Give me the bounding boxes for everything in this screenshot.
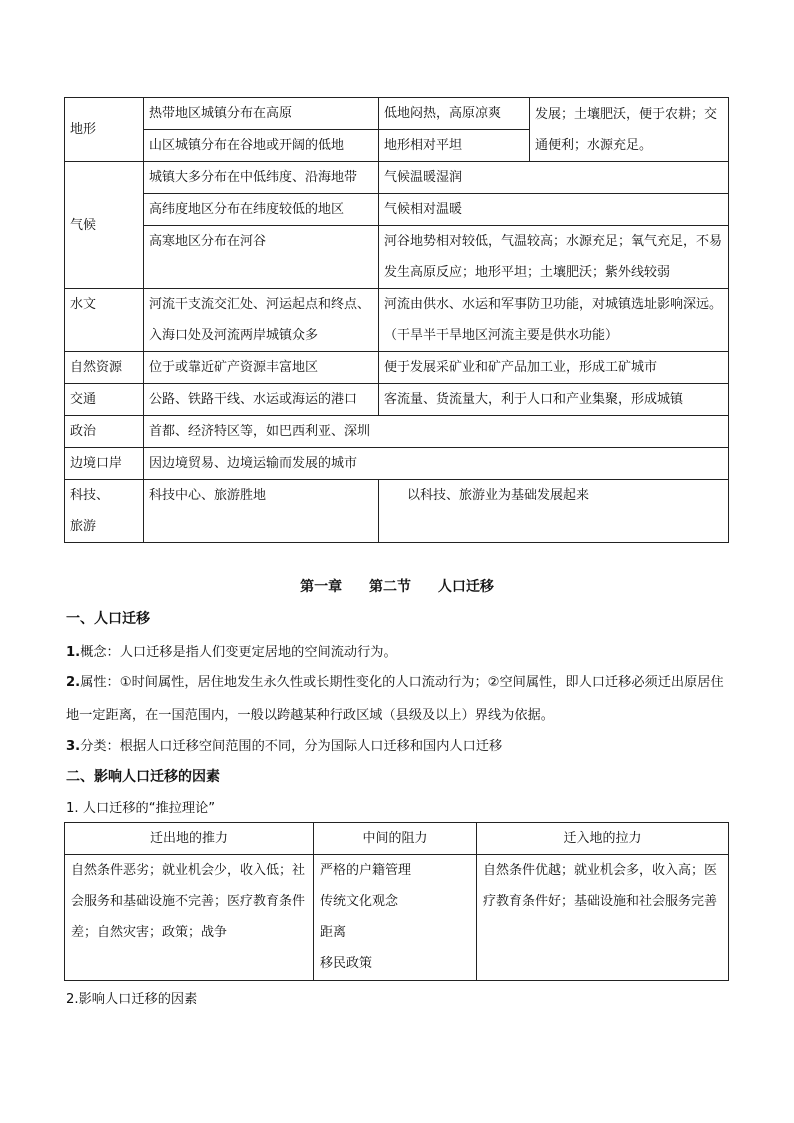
table-row	[65, 448, 729, 480]
table-cell: 河流干支流交汇处、河运起点和终点、入海口处及河流两岸城镇众多	[144, 289, 379, 352]
table-row	[65, 480, 729, 543]
city-location-factors-table	[64, 97, 729, 543]
table-cell: 以科技、旅游业为基础发展起来	[379, 480, 729, 543]
factor-label-transport: 交通	[65, 384, 144, 416]
column-header: 迁入地的拉力	[477, 823, 729, 855]
table-cell: 山区城镇分布在谷地或开阔的低地	[144, 130, 379, 162]
item-number: 1.	[66, 645, 81, 660]
item-number: 3.	[66, 739, 81, 754]
column-header: 迁出地的推力	[65, 823, 314, 855]
factor-label-line: 科技、	[70, 488, 110, 503]
table-cell-pull: 自然条件优越；就业机会多，收入高；医疗教育条件好；基础设施和社会服务完善	[477, 855, 729, 981]
factor-label-terrain: 地形	[65, 98, 144, 162]
factor-label-border: 边境口岸	[65, 448, 144, 480]
list-item: 移民政策	[320, 956, 373, 971]
table-cell-push: 自然条件恶劣；就业机会少，收入低；社会服务和基础设施不完善；医疗教育条件差；自然灾害；政策；战争	[65, 855, 314, 981]
item-number: 2.	[66, 675, 81, 690]
paragraph-classification	[66, 735, 502, 754]
table-cell: 低地闷热，高原凉爽	[379, 98, 530, 130]
table-cell: 高纬度地区分布在纬度较低的地区	[144, 194, 379, 226]
table-row	[65, 289, 729, 352]
factor-label-line: 旅游	[70, 519, 97, 534]
factor-label-resource: 自然资源	[65, 352, 144, 384]
table-row	[65, 855, 729, 981]
table-row	[65, 416, 729, 448]
table-row	[65, 98, 729, 130]
table-cell: 气候温暖湿润	[379, 162, 729, 194]
factor-label-climate: 气候	[65, 162, 144, 289]
table-row	[65, 384, 729, 416]
list-item: 严格的户籍管理	[320, 863, 412, 878]
list-item: 传统文化观念	[320, 894, 399, 909]
paragraph-concept	[66, 641, 397, 660]
subheading-factors: 2.影响人口迁移的因素	[66, 992, 198, 1007]
table-cell: 热带地区城镇分布在高原	[144, 98, 379, 130]
table-cell: 首都、经济特区等，如巴西利亚、深圳	[144, 416, 729, 448]
table-cell: 位于或靠近矿产资源丰富地区	[144, 352, 379, 384]
factor-label-politics: 政治	[65, 416, 144, 448]
paragraph-text: 分类：根据人口迁移空间范围的不同，分为国际人口迁移和国内人口迁移	[80, 739, 503, 754]
table-cell: 城镇大多分布在中低纬度、沿海地带	[144, 162, 379, 194]
table-row	[65, 194, 729, 226]
table-row	[65, 162, 729, 194]
table-cell: 河谷地势相对较低，气温较高；水源充足；氧气充足，不易发生高原反应；地形平坦；土壤肥沃；紫外线较弱	[379, 226, 729, 289]
section-heading: 二、影响人口迁移的因素	[66, 769, 220, 785]
table-row	[65, 352, 729, 384]
table-cell: 客流量、货流量大，利于人口和产业集聚，形成城镇	[379, 384, 729, 416]
table-cell-resistance	[314, 855, 477, 981]
list-item: 距离	[320, 925, 347, 940]
paragraph-text: 属性：①时间属性，居住地发生永久性或长期性变化的人口流动行为；②空间属性，即人口迁移必须迁出原居住地一定距离，在一国范围内，一般以跨越某种行政区域（县级及以上）界线为依据。	[66, 675, 724, 723]
push-pull-table	[64, 822, 729, 981]
factor-label-hydro: 水文	[65, 289, 144, 352]
paragraph-attributes	[66, 666, 736, 732]
table-header-row	[65, 823, 729, 855]
section-heading: 一、人口迁移	[66, 611, 150, 627]
column-header: 中间的阻力	[314, 823, 477, 855]
table-cell: 地形相对平坦	[379, 130, 530, 162]
table-cell: 发展；土壤肥沃，便于农耕；交通便利；水源充足。	[530, 98, 729, 162]
table-row	[65, 226, 729, 289]
table-cell: 河流由供水、水运和军事防卫功能，对城镇选址影响深远。（干旱半干旱地区河流主要是供水功能）	[379, 289, 729, 352]
paragraph-text: 概念：人口迁移是指人们变更定居地的空间流动行为。	[80, 645, 397, 660]
table-cell: 便于发展采矿业和矿产品加工业，形成工矿城市	[379, 352, 729, 384]
table-cell: 因边境贸易、边境运输而发展的城市	[144, 448, 729, 480]
table-cell: 公路、铁路干线、水运或海运的港口	[144, 384, 379, 416]
chapter-title: 第一章 第二节 人口迁移	[300, 579, 494, 595]
factor-label-tech	[65, 480, 144, 543]
table-cell: 气候相对温暖	[379, 194, 729, 226]
subheading-push-pull: 1. 人口迁移的“推拉理论”	[66, 801, 216, 816]
table-cell: 科技中心、旅游胜地	[144, 480, 379, 543]
table-cell: 高寒地区分布在河谷	[144, 226, 379, 289]
